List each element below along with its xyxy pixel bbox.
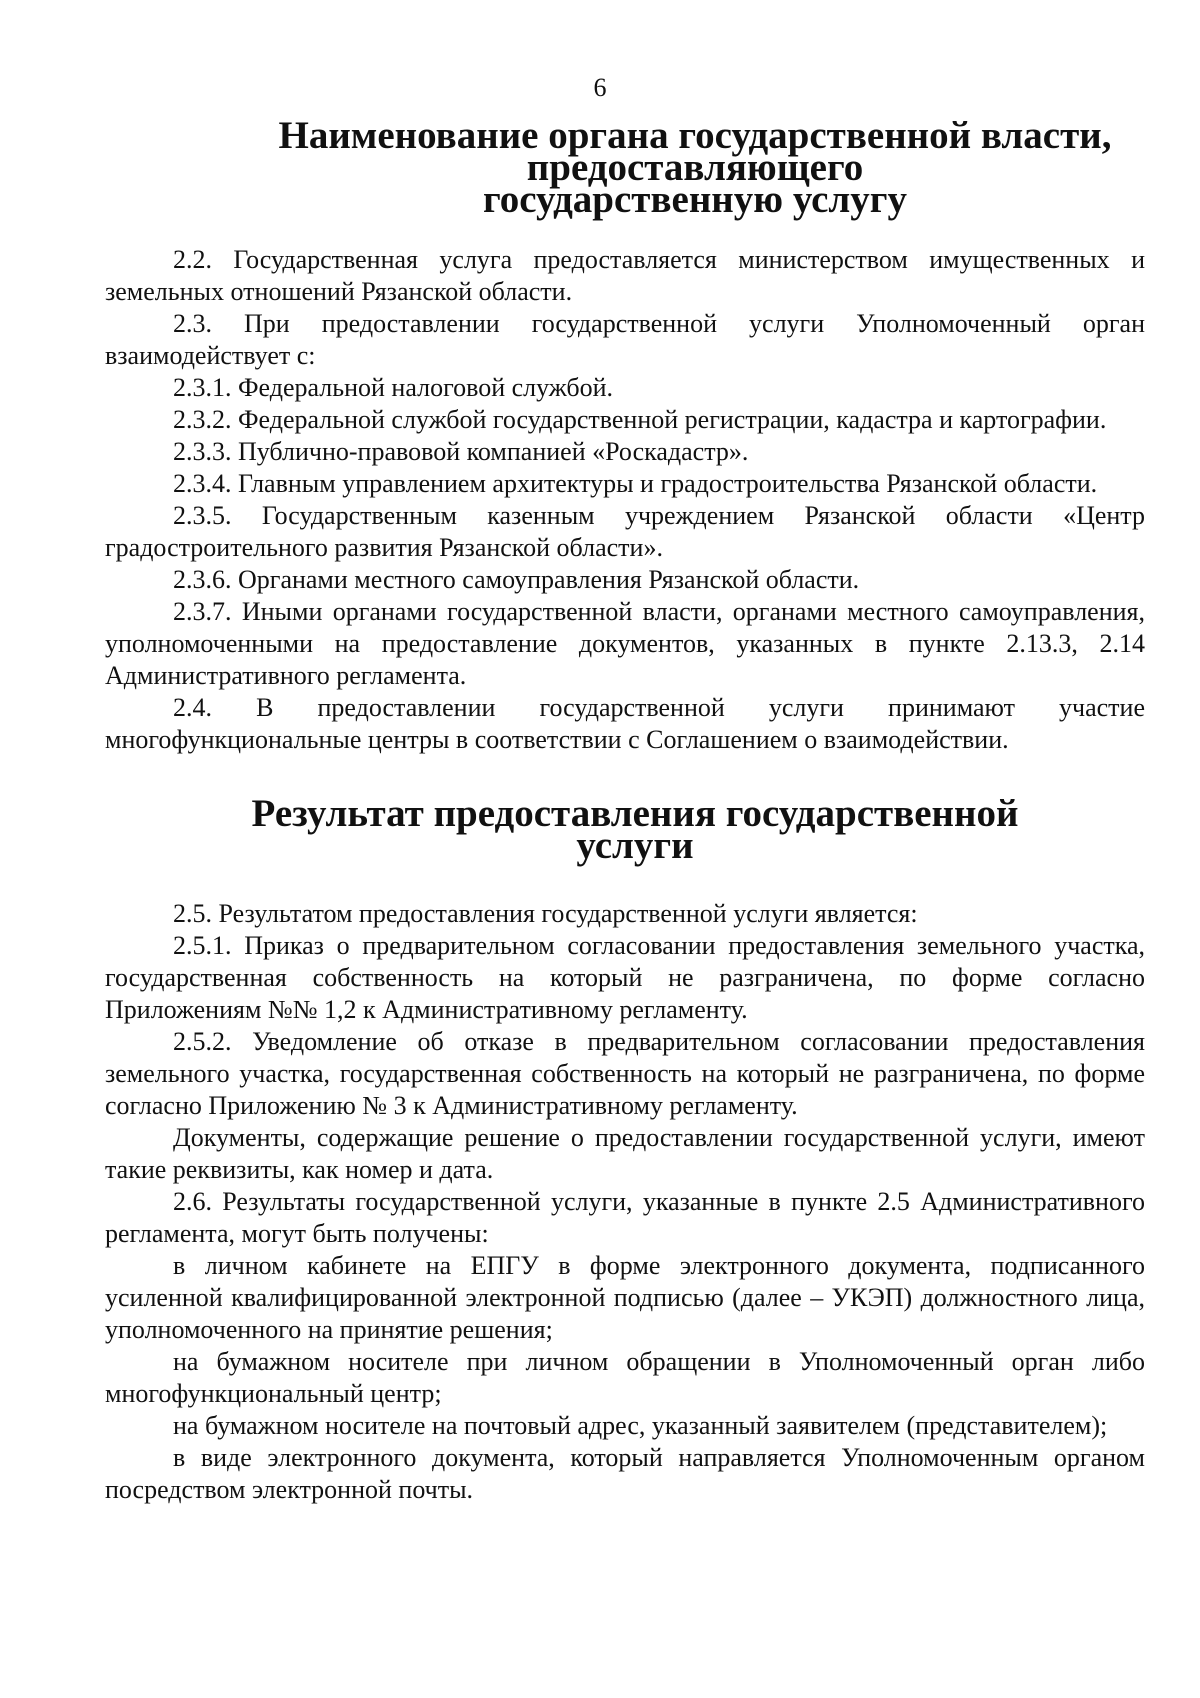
paragraph-2-5-2: 2.5.2. Уведомление об отказе в предварительном согласовании предоставления земельного участка, государственная собственность на который не разграничена, по форме согласно Приложению № 3 к Административному регламенту. xyxy=(105,1027,1145,1120)
paragraph-2-3-5: 2.3.5. Государственным казенным учреждением Рязанской области «Центр градостроительного развития Рязанской области». xyxy=(105,501,1145,562)
heading-line: государственную услугу xyxy=(482,178,908,221)
paragraph-2-3-1: 2.3.1. Федеральной налоговой службой. xyxy=(173,373,614,402)
section-heading-result xyxy=(105,792,1145,867)
paragraph-2-2: 2.2. Государственная услуга предоставляется министерством имущественных и земельных отношений Рязанской области. xyxy=(105,245,1145,306)
paragraph-2-4: 2.4. В предоставлении государственной услуги принимают участие многофункциональные центры в соответствии с Соглашением о взаимодействии. xyxy=(105,693,1145,754)
document-body xyxy=(105,114,1145,1506)
paragraph-email: в виде электронного документа, который направляется Уполномоченным органом посредством электронной почты. xyxy=(105,1443,1145,1504)
paragraph-2-6: 2.6. Результаты государственной услуги, указанные в пункте 2.5 Административного регламента, могут быть получены: xyxy=(105,1187,1145,1248)
paragraph-paper-in-person: на бумажном носителе при личном обращении в Уполномоченный орган либо многофункциональный центр; xyxy=(105,1347,1145,1408)
paragraph-2-3: 2.3. При предоставлении государственной услуги Уполномоченный орган взаимодействует с: xyxy=(105,309,1145,370)
paragraph-2-3-6: 2.3.6. Органами местного самоуправления Рязанской области. xyxy=(173,565,860,594)
paragraph-documents: Документы, содержащие решение о предоставлении государственной услуги, имеют такие реквизиты, как номер и дата. xyxy=(105,1123,1145,1184)
heading-line: услуги xyxy=(576,824,694,867)
paragraph-2-3-3: 2.3.3. Публично-правовой компанией «Роскадастр». xyxy=(173,437,749,466)
paragraph-2-3-2: 2.3.2. Федеральной службой государственной регистрации, кадастра и картографии. xyxy=(173,405,1107,434)
paragraph-epgu: в личном кабинете на ЕПГУ в форме электронного документа, подписанного усиленной квалифицированной электронной подписью (далее – УКЭП) должностного лица, уполномоченного на принятие решения; xyxy=(105,1251,1145,1344)
paragraph-2-5-1: 2.5.1. Приказ о предварительном согласовании предоставления земельного участка, государственная собственность на который не разграничена, по форме согласно Приложениям №№ 1,2 к Административному регламенту. xyxy=(105,931,1145,1024)
heading-line: Результат предоставления государственной xyxy=(251,792,1019,835)
section-heading-authority xyxy=(105,114,1145,221)
paragraph-2-3-4: 2.3.4. Главным управлением архитектуры и градостроительства Рязанской области. xyxy=(173,469,1098,498)
page-number: 6 xyxy=(593,73,607,102)
paragraph-paper-post: на бумажном носителе на почтовый адрес, указанный заявителем (представителем); xyxy=(173,1411,1108,1440)
paragraph-2-5: 2.5. Результатом предоставления государственной услуги является: xyxy=(173,899,918,928)
heading-line: Наименование органа государственной власти, предоставляющего xyxy=(278,114,1112,189)
paragraph-2-3-7: 2.3.7. Иными органами государственной власти, органами местного самоуправления, уполномоченными на предоставление документов, указанных в пункте 2.13.3, 2.14 Административного регламента. xyxy=(105,597,1145,690)
